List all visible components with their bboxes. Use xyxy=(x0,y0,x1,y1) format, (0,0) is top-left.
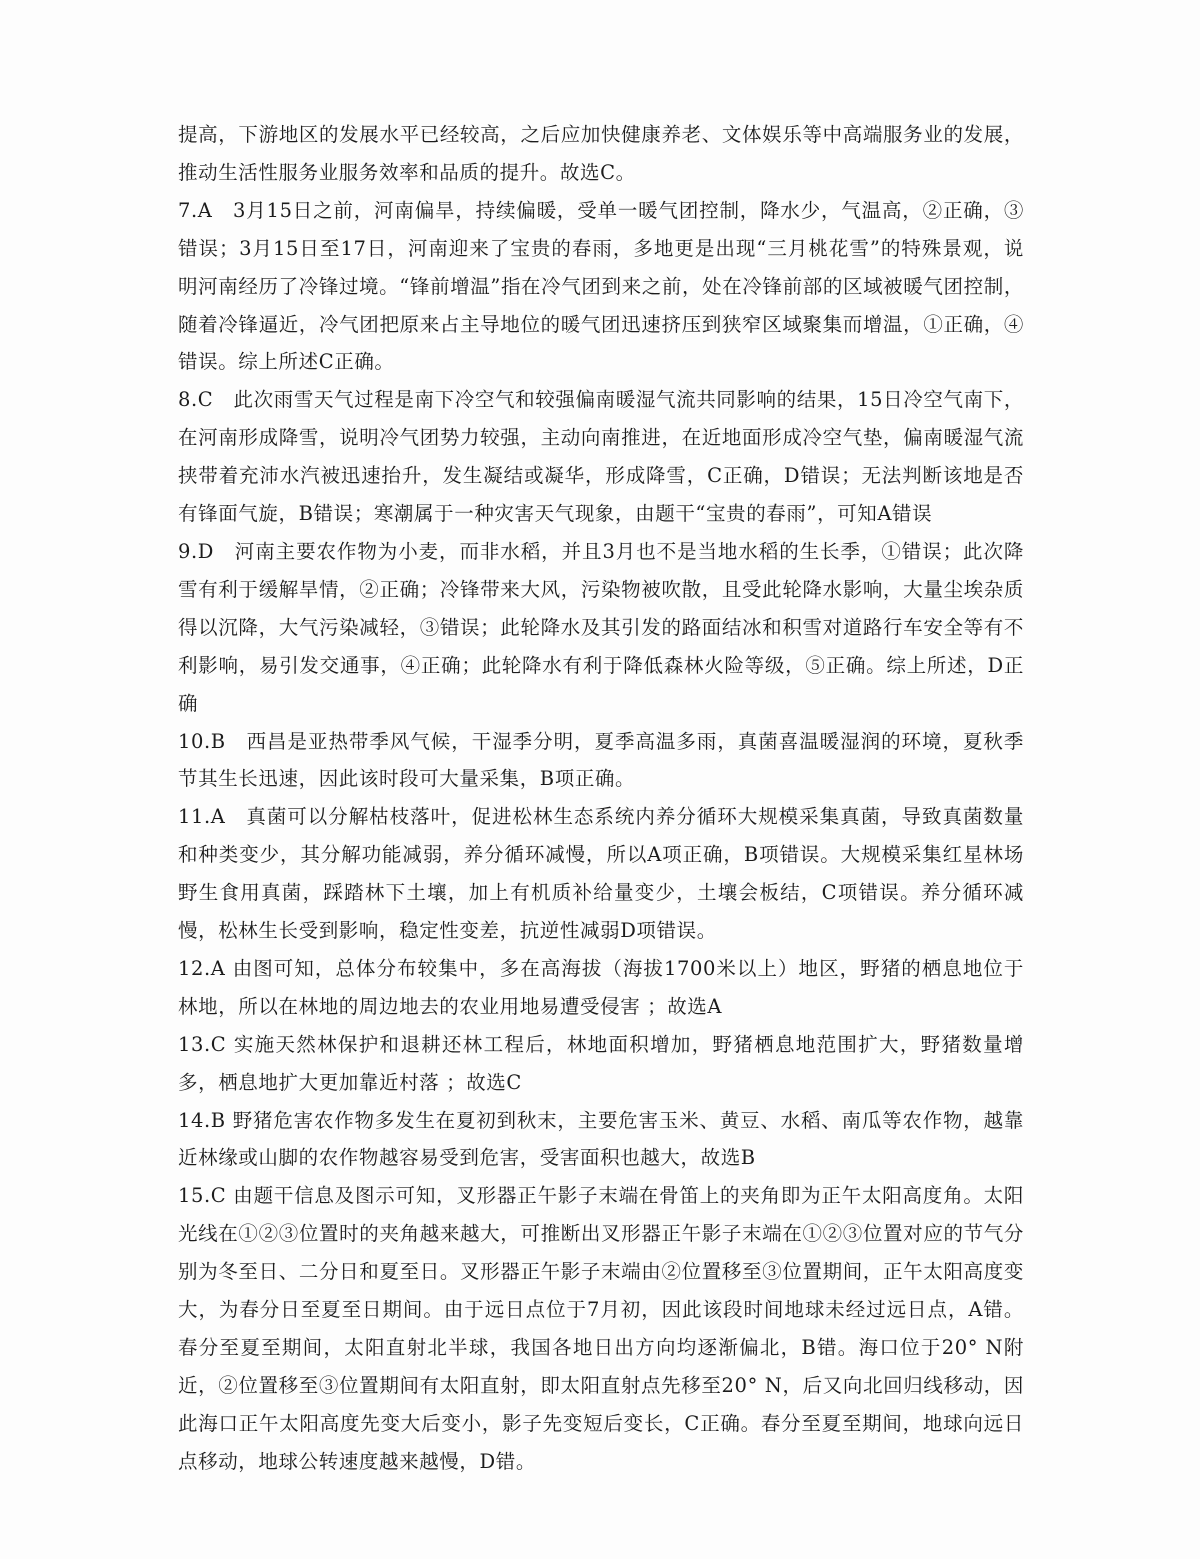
answer-8: 8.C 此次雨雪天气过程是南下冷空气和较强偏南暖湿气流共同影响的结果，15日冷空气南下，在河南形成降雪，说明冷气团势力较强，主动向南推进，在近地面形成冷空气垫，偏南暖湿气流挟带着充沛水汽被迅速抬升，发生凝结或凝华，形成降雪，C正确，D错误；无法判断该地是否有锋面气旋，B错误；寒潮属于一种灾害天气现象，由题干“宝贵的春雨”，可知A错误 xyxy=(178,388,1024,526)
answer-7: 7.A 3月15日之前，河南偏旱，持续偏暖，受单一暖气团控制，降水少，气温高，②正确，③错误；3月15日至17日，河南迎来了宝贵的春雨，多地更是出现“三月桃花雪”的特殊景观，说明河南经历了冷锋过境。“锋前增温”指在冷气团到来之前，处在冷锋前部的区域被暖气团控制，随着冷锋逼近，冷气团把原来占主导地位的暖气团迅速挤压到狭窄区域聚集而增温，①正确，④错误。综上所述C正确。 xyxy=(178,198,1024,374)
answer-12: 12.A 由图可知，总体分布较集中，多在高海拔（海拔1700米以上）地区，野猪的栖息地位于林地，所以在林地的周边地去的农业用地易遭受侵害 ；故选A xyxy=(178,956,1024,1018)
answer-10: 10.B 西昌是亚热带季风气候，干湿季分明，夏季高温多雨，真菌喜温暖湿润的环境，夏秋季节其生长迅速，因此该时段可大量采集，B项正确。 xyxy=(178,729,1024,791)
answer-9: 9.D 河南主要农作物为小麦，而非水稻，并且3月也不是当地水稻的生长季，①错误；此次降雪有利于缓解旱情，②正确；冷锋带来大风，污染物被吹散，且受此轮降水影响，大量尘埃杂质得以沉降，大气污染减轻，③错误；此轮降水及其引发的路面结冰和积雪对道路行车安全等有不利影响，易引发交通事，④正确；此轮降水有利于降低森林火险等级，⑤正确。综上所述，D正确 xyxy=(178,539,1024,715)
answer-15: 15.C 由题干信息及图示可知，叉形器正午影子末端在骨笛上的夹角即为正午太阳高度角。太阳光线在①②③位置时的夹角越来越大，可推断出叉形器正午影子末端在①②③位置对应的节气分别为冬至日、二分日和夏至日。叉形器正午影子末端由②位置移至③位置期间，正午太阳高度变大，为春分日至夏至日期间。由于远日点位于7月初，因此该段时间地球未经过远日点，A错。春分至夏至期间，太阳直射北半球，我国各地日出方向均逐渐偏北，B错。海口位于20° N附近，②位置移至③位置期间有太阳直射，即太阳直射点先移至20° N，后又向北回归线移动，因此海口正午太阳高度先变大后变小，影子先变短后变长，C正确。春分至夏至期间，地球向远日点移动，地球公转速度越来越慢，D错。 xyxy=(178,1184,1024,1473)
answer-14: 14.B 野猪危害农作物多发生在夏初到秋末，主要危害玉米、黄豆、水稻、南瓜等农作物，越靠近林缘或山脚的农作物越容易受到危害，受害面积也越大，故选B xyxy=(178,1108,1024,1170)
answer-13: 13.C 实施天然林保护和退耕还林工程后，林地面积增加，野猪栖息地范围扩大，野猪数量增多，栖息地扩大更加靠近村落 ；故选C xyxy=(178,1032,1024,1094)
paragraph-continuation: 提高，下游地区的发展水平已经较高，之后应加快健康养老、文体娱乐等中高端服务业的发展，推动生活性服务业服务效率和品质的提升。故选C。 xyxy=(178,123,1024,184)
answer-explanations xyxy=(178,116,1024,1481)
answer-11: 11.A 真菌可以分解枯枝落叶，促进松林生态系统内养分循环大规模采集真菌，导致真菌数量和种类变少，其分解功能减弱，养分循环减慢，所以A项正确，B项错误。大规模采集红星林场野生食用真菌，踩踏林下土壤，加上有机质补给量变少，土壤会板结，C项错误。养分循环减慢，松林生长受到影响，稳定性变差，抗逆性减弱D项错误。 xyxy=(178,805,1024,943)
